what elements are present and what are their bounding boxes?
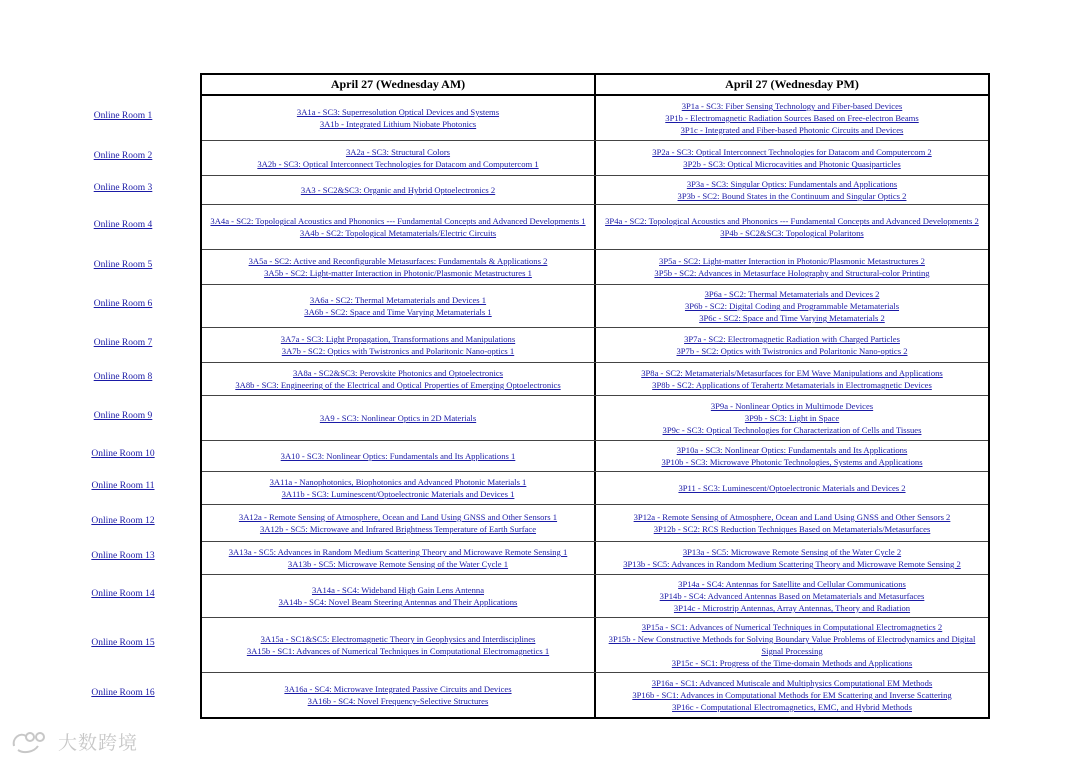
- room-link[interactable]: Online Room 13: [91, 551, 155, 561]
- session-cell-am: [202, 575, 596, 617]
- session-link[interactable]: 3A8b - SC3: Engineering of the Electrical and Optical Properties of Emerging Optoelectronics: [235, 380, 561, 390]
- session-link[interactable]: 3A13a - SC5: Advances in Random Medium Scattering Theory and Microwave Remote Sensing 1: [228, 547, 568, 557]
- session-cell-pm: [596, 618, 988, 672]
- session-link[interactable]: 3P1c - Integrated and Fiber-based Photonic Circuits and Devices: [680, 125, 904, 135]
- table-row: [202, 441, 988, 472]
- header-am: April 27 (Wednesday AM): [202, 75, 596, 94]
- session-link[interactable]: 3P12b - SC2: RCS Reduction Techniques Based on Metamaterials/Metasurfaces: [653, 524, 931, 534]
- session-link[interactable]: 3A8a - SC2&SC3: Perovskite Photonics and Optoelectronics: [292, 368, 504, 378]
- room-link[interactable]: Online Room 1: [93, 111, 153, 121]
- session-link[interactable]: 3P2b - SC3: Optical Microcavities and Photonic Quasiparticles: [683, 159, 901, 169]
- table-row: [202, 250, 988, 285]
- room-link[interactable]: Online Room 14: [91, 589, 155, 599]
- session-cell-pm: [596, 575, 988, 617]
- session-link[interactable]: 3A16b - SC4: Novel Frequency-Selective Structures: [307, 696, 489, 706]
- session-cell-am: [202, 141, 596, 175]
- session-link[interactable]: 3A5a - SC2: Active and Reconfigurable Metasurfaces: Fundamentals & Applications 2: [248, 256, 548, 266]
- session-cell-pm: [596, 396, 988, 440]
- session-link[interactable]: 3P7a - SC2: Electromagnetic Radiation with Charged Particles: [684, 334, 900, 344]
- session-link[interactable]: 3P8b - SC2: Applications of Terahertz Metamaterials in Electromagnetic Devices: [652, 380, 932, 390]
- session-link[interactable]: 3P13a - SC5: Microwave Remote Sensing of the Water Cycle 2: [682, 547, 902, 557]
- session-link[interactable]: 3A12b - SC5: Microwave and Infrared Brightness Temperature of Earth Surface: [259, 524, 537, 534]
- room-link[interactable]: Online Room 5: [93, 260, 153, 270]
- table-row: [202, 285, 988, 328]
- header-pm: April 27 (Wednesday PM): [725, 77, 859, 91]
- session-link[interactable]: 3A14b - SC4: Novel Beam Steering Antennas and Their Applications: [278, 597, 518, 607]
- session-cell-pm: [596, 328, 988, 362]
- session-cell-pm: [596, 542, 988, 574]
- room-link[interactable]: Online Room 15: [91, 638, 155, 648]
- table-row: [202, 96, 988, 141]
- session-cell-pm: [596, 441, 988, 471]
- session-link[interactable]: 3A7b - SC2: Optics with Twistronics and Polaritonic Nano-optics 1: [281, 346, 515, 356]
- session-link[interactable]: 3A9 - SC3: Nonlinear Optics in 2D Materials: [319, 413, 477, 423]
- session-link[interactable]: 3P6b - SC2: Digital Coding and Programmable Metamaterials: [684, 301, 900, 311]
- session-cell-pm: [596, 176, 988, 204]
- session-link[interactable]: 3P9b - SC3: Light in Space: [744, 413, 840, 423]
- session-link[interactable]: 3P10b - SC3: Microwave Photonic Technologies, Systems and Applications: [661, 457, 923, 467]
- session-link[interactable]: 3P1b - Electromagnetic Radiation Sources Based on Free-electron Beams: [665, 113, 919, 123]
- session-link[interactable]: 3A3 - SC2&SC3: Organic and Hybrid Optoelectronics 2: [300, 185, 496, 195]
- session-link[interactable]: 3P16b - SC1: Advances in Computational Methods for EM Scattering and Inverse Scattering: [632, 690, 952, 700]
- room-link[interactable]: Online Room 6: [93, 299, 153, 309]
- session-cell-am: [202, 328, 596, 362]
- session-cell-am: [202, 396, 596, 440]
- session-cell-am: [202, 285, 596, 327]
- table-row: [202, 328, 988, 363]
- table-body: [202, 96, 988, 717]
- session-link[interactable]: 3P5a - SC2: Light-matter Interaction in Photonic/Plasmonic Metastructures 2: [659, 256, 925, 266]
- session-link[interactable]: 3A15b - SC1: Advances of Numerical Techniques in Computational Electromagnetics 1: [246, 646, 550, 656]
- table-row: [202, 673, 988, 717]
- logo-icon: [10, 728, 52, 754]
- room-link[interactable]: Online Room 4: [93, 220, 153, 230]
- session-cell-pm: [596, 96, 988, 140]
- session-link[interactable]: 3P16c - Computational Electromagnetics, EMC, and Hybrid Methods: [672, 702, 912, 712]
- session-cell-pm: [596, 141, 988, 175]
- session-cell-pm: [596, 673, 988, 717]
- session-link[interactable]: 3P14c - Microstrip Antennas, Array Antennas, Theory and Radiation: [673, 603, 911, 613]
- session-link[interactable]: 3P15c - SC1: Progress of the Time-domain Methods and Applications: [671, 658, 913, 668]
- table-row: [202, 396, 988, 441]
- session-cell-pm: [596, 363, 988, 395]
- session-link[interactable]: 3P9a - Nonlinear Optics in Multimode Devices: [710, 401, 874, 411]
- session-cell-pm: [596, 505, 988, 541]
- session-link[interactable]: 3P10a - SC3: Nonlinear Optics: Fundamentals and Its Applications: [676, 445, 908, 455]
- table-row: [202, 542, 988, 575]
- room-link[interactable]: Online Room 7: [93, 338, 153, 348]
- session-link[interactable]: 3P11 - SC3: Luminescent/Optoelectronic Materials and Devices 2: [678, 483, 906, 493]
- session-link[interactable]: 3P2a - SC3: Optical Interconnect Technologies for Datacom and Computercom 2: [652, 147, 932, 157]
- table-row: [202, 205, 988, 250]
- session-link[interactable]: 3P3b - SC2: Bound States in the Continuum and Singular Optics 2: [677, 191, 907, 201]
- session-link[interactable]: 3A14a - SC4: Wideband High Gain Lens Antenna: [311, 585, 485, 595]
- session-link[interactable]: 3P1a - SC3: Fiber Sensing Technology and Fiber-based Devices: [681, 101, 903, 111]
- session-link[interactable]: 3A4b - SC2: Topological Metamaterials/Electric Circuits: [299, 228, 497, 238]
- session-link[interactable]: 3P13b - SC5: Advances in Random Medium Scattering Theory and Microwave Remote Sensing 2: [623, 559, 961, 569]
- room-link[interactable]: Online Room 9: [93, 411, 153, 421]
- session-link[interactable]: 3P15a - SC1: Advances of Numerical Techniques in Computational Electromagnetics 2: [641, 622, 943, 632]
- session-link[interactable]: 3P16a - SC1: Advanced Mutiscale and Multiphysics Computational EM Methods: [651, 678, 933, 688]
- room-link[interactable]: Online Room 11: [91, 481, 155, 491]
- session-cell-am: [202, 176, 596, 204]
- session-link[interactable]: 3P3a - SC3: Singular Optics: Fundamentals and Applications: [686, 179, 898, 189]
- room-link[interactable]: Online Room 10: [91, 449, 155, 459]
- session-link[interactable]: 3P4a - SC2: Topological Acoustics and Phononics --- Fundamental Concepts and Advanced Developments 2: [605, 216, 979, 226]
- session-link[interactable]: 3A6a - SC2: Thermal Metamaterials and Devices 1: [309, 295, 487, 305]
- table-row: [202, 141, 988, 176]
- session-link[interactable]: 3P7b - SC2: Optics with Twistronics and Polaritonic Nano-optics 2: [676, 346, 908, 356]
- session-link[interactable]: 3P9c - SC3: Optical Technologies for Characterization of Cells and Tissues: [662, 425, 922, 435]
- session-link[interactable]: 3P12a - Remote Sensing of Atmosphere, Ocean and Land Using GNSS and Other Sensors 2: [633, 512, 951, 522]
- session-link[interactable]: 3P15b - New Constructive Methods for Solving Boundary Value Problems of Electrodynamics and Digital Signal Processing: [608, 634, 976, 656]
- session-cell-am: [202, 472, 596, 504]
- room-link[interactable]: Online Room 12: [91, 516, 155, 526]
- room-link[interactable]: Online Room 3: [93, 183, 153, 193]
- session-link[interactable]: 3P14a - SC4: Antennas for Satellite and Cellular Communications: [678, 579, 906, 589]
- session-link[interactable]: 3P8a - SC2: Metamaterials/Metasurfaces for EM Wave Manipulations and Applications: [641, 368, 943, 378]
- session-cell-am: [202, 441, 596, 471]
- session-cell-am: [202, 205, 596, 249]
- session-link[interactable]: 3A13b - SC5: Microwave Remote Sensing of the Water Cycle 1: [287, 559, 509, 569]
- room-link[interactable]: Online Room 8: [93, 372, 153, 382]
- room-link[interactable]: Online Room 2: [93, 151, 153, 161]
- room-link[interactable]: Online Room 16: [91, 688, 155, 698]
- session-link[interactable]: 3A7a - SC3: Light Propagation, Transformations and Manipulations: [280, 334, 516, 344]
- session-link[interactable]: 3A4a - SC2: Topological Acoustics and Phononics --- Fundamental Concepts and Advanced Developments 1: [210, 216, 586, 226]
- session-link[interactable]: 3A11a - Nanophotonics, Biophotonics and Advanced Photonic Materials 1: [269, 477, 527, 487]
- session-cell-pm: [596, 285, 988, 327]
- session-link[interactable]: 3A16a - SC4: Microwave Integrated Passive Circuits and Devices: [284, 684, 512, 694]
- session-cell-am: [202, 96, 596, 140]
- session-link[interactable]: 3P5b - SC2: Advances in Metasurface Holography and Structural-color Printing: [654, 268, 930, 278]
- session-link[interactable]: 3A1a - SC3: Superresolution Optical Devices and Systems: [296, 107, 500, 117]
- session-link[interactable]: 3A5b - SC2: Light-matter Interaction in Photonic/Plasmonic Metastructures 1: [264, 268, 532, 278]
- session-link[interactable]: 3P14b - SC4: Advanced Antennas Based on Metamaterials and Metasurfaces: [659, 591, 925, 601]
- session-link[interactable]: 3P6a - SC2: Thermal Metamaterials and Devices 2: [704, 289, 880, 299]
- session-link[interactable]: 3A15a - SC1&SC5: Electromagnetic Theory in Geophysics and Interdisciplines: [260, 634, 536, 644]
- session-cell-pm: [596, 250, 988, 284]
- watermark-logo: [10, 726, 138, 756]
- table-row: [202, 472, 988, 505]
- session-cell-am: [202, 250, 596, 284]
- schedule-table: [200, 73, 990, 719]
- session-link[interactable]: 3P4b - SC2&SC3: Topological Polaritons: [720, 228, 864, 238]
- session-cell-am: [202, 673, 596, 717]
- session-link[interactable]: 3A6b - SC2: Space and Time Varying Metamaterials 1: [304, 307, 492, 317]
- session-link[interactable]: 3A2a - SC3: Structural Colors: [345, 147, 451, 157]
- session-link[interactable]: 3A10 - SC3: Nonlinear Optics: Fundamentals and Its Applications 1: [280, 451, 516, 461]
- table-row: [202, 618, 988, 673]
- table-row: [202, 363, 988, 396]
- watermark-text: 大数跨境: [58, 731, 139, 754]
- session-cell-am: [202, 618, 596, 672]
- session-link[interactable]: 3A2b - SC3: Optical Interconnect Technologies for Datacom and Computercom 1: [257, 159, 539, 169]
- session-link[interactable]: 3A12a - Remote Sensing of Atmosphere, Ocean and Land Using GNSS and Other Sensors 1: [238, 512, 558, 522]
- session-link[interactable]: 3A11b - SC3: Luminescent/Optoelectronic Materials and Devices 1: [281, 489, 515, 499]
- table-header: [202, 75, 988, 96]
- session-cell-pm: [596, 472, 988, 504]
- session-cell-am: [202, 542, 596, 574]
- session-cell-am: [202, 363, 596, 395]
- session-link[interactable]: 3P6c - SC2: Space and Time Varying Metamaterials 2: [699, 313, 885, 323]
- session-link[interactable]: 3A1b - Integrated Lithium Niobate Photonics: [319, 119, 477, 129]
- session-cell-pm: [596, 205, 988, 249]
- table-row: [202, 176, 988, 205]
- table-row: [202, 575, 988, 618]
- table-row: [202, 505, 988, 542]
- session-cell-am: [202, 505, 596, 541]
